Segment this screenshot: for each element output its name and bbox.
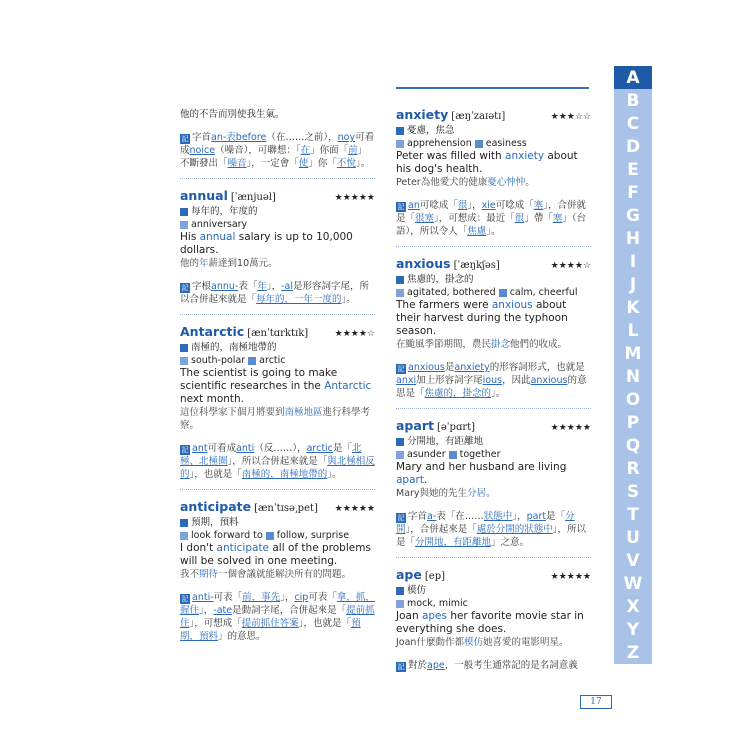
phonetic: [əˈpɑrt]	[436, 422, 476, 433]
synonym-row	[180, 354, 375, 367]
definition: 預期，預料	[191, 517, 239, 528]
synonyms: agitated, bothered	[407, 287, 496, 298]
part-of-speech-icon	[180, 344, 188, 352]
antonyms: together	[459, 449, 501, 460]
phonetic: [æŋˈzaɪətɪ]	[451, 111, 506, 122]
note-icon: 記	[181, 284, 189, 292]
synonyms: look forward to	[191, 530, 263, 541]
note-icon: 記	[397, 203, 405, 211]
entry-anxious	[396, 257, 591, 400]
alphabet-tab-o[interactable]: O	[614, 388, 652, 412]
mnemonic-text: 字首a-表「在……狀態中」，part是「分開」，合併起來是「處於分開的狀態中」，所以是「分開地，有距離地」之意。	[396, 511, 587, 548]
alphabet-tab-m[interactable]: M	[614, 342, 652, 366]
example-translation: 我不期待一個會議就能解決所有的問題。	[180, 569, 352, 580]
alphabet-tab-n[interactable]: N	[614, 365, 652, 389]
example-sentence: Peter was filled with anxiety about his dog's health.	[396, 150, 578, 175]
headword: annual	[180, 188, 228, 203]
definition-row	[396, 124, 591, 137]
top-mnemonic-text: 字首an-表before（在……之前），noy可看成noice（噪音），可聯想：「在」你面「前」不斷發出「噪音」，一定會「使」你「不悅」。	[180, 132, 375, 169]
mnemonic-text: an可唸成「很」，xie可唸成「塞」，合併就是「很塞」，可想成：最近「很」帶「塞」（台語），所以令人「焦慮」。	[396, 200, 587, 237]
mnemonic-note	[180, 280, 375, 306]
synonym-row	[396, 448, 591, 461]
example-sentence: Mary and her husband are living apart.	[396, 461, 567, 486]
mnemonic-note	[396, 659, 591, 672]
definition: 模仿	[407, 585, 427, 596]
part-of-speech-icon	[180, 519, 188, 527]
synonym-row	[180, 218, 375, 231]
part-of-speech-icon	[180, 208, 188, 216]
phonetic: [ænˈtɑrktɪk]	[247, 328, 309, 339]
alphabet-tab-a[interactable]: A	[614, 66, 652, 90]
entry-apart	[396, 419, 591, 549]
frequency-stars: ★★★★☆	[334, 329, 375, 339]
example-translation: 他的年薪達到10萬元。	[180, 258, 278, 269]
entry-head	[396, 419, 591, 435]
synonym-row	[396, 137, 591, 150]
example-sentence: I don't anticipate all of the problems will be solved in one meeting.	[180, 542, 371, 567]
entry-anxiety	[396, 108, 591, 238]
right-column-top-rule	[396, 87, 589, 89]
continued-sentence: 他的不告而別使我生氣。	[180, 109, 285, 120]
entry-head	[396, 257, 591, 273]
frequency-stars: ★★★★☆	[550, 261, 591, 271]
alphabet-tab-e[interactable]: E	[614, 158, 652, 182]
part-of-speech-icon	[396, 276, 404, 284]
entry-separator	[396, 557, 591, 558]
synonym-icon	[180, 221, 188, 229]
alphabet-tab-f[interactable]: F	[614, 181, 652, 205]
alphabet-tab-x[interactable]: X	[614, 595, 652, 619]
mnemonic-text: ant可看成anti（反……），arctic是「北極、北極圈」，所以合併起來就是「與北極相反的」，也就是「南極的，南極地帶的」。	[180, 443, 375, 480]
alphabet-tab-s[interactable]: S	[614, 480, 652, 504]
alphabet-tab-u[interactable]: U	[614, 526, 652, 550]
left-entries	[180, 178, 375, 643]
mnemonic-note	[396, 199, 591, 238]
antonyms: follow, surprise	[276, 530, 350, 541]
entry-separator	[180, 314, 375, 315]
synonym-icon	[396, 140, 404, 148]
headword: ape	[396, 567, 422, 582]
antonym-icon	[475, 140, 483, 148]
alphabet-tab-w[interactable]: W	[614, 572, 652, 596]
alphabet-tab-g[interactable]: G	[614, 204, 652, 228]
entry-antarctic	[180, 325, 375, 481]
right-column	[396, 108, 591, 672]
synonyms: south-polar	[191, 355, 246, 366]
synonym-icon	[396, 600, 404, 608]
alphabet-tab-c[interactable]: C	[614, 112, 652, 136]
definition-row	[396, 273, 591, 286]
entry-separator	[396, 408, 591, 409]
alphabet-tab-i[interactable]: I	[614, 250, 652, 274]
definition-row	[180, 516, 375, 529]
note-icon: 記	[397, 663, 405, 671]
headword: anxious	[396, 256, 451, 271]
example-translation: Joan什麼動作都模仿她喜愛的電影明星。	[396, 637, 569, 648]
alphabet-tab-v[interactable]: V	[614, 549, 652, 573]
example-sentence: The farmers were anxious about their harvest during the typhoon season.	[396, 299, 568, 337]
right-entries	[396, 108, 591, 672]
left-column	[180, 108, 375, 643]
example-sentence: Joan apes her favorite movie star in everything she does.	[396, 610, 584, 635]
synonym-icon	[180, 357, 188, 365]
frequency-stars: ★★★★★	[550, 572, 591, 582]
headword: Antarctic	[180, 324, 245, 339]
example-translation: 這位科學家下個月將要到南極地區進行科學考察。	[180, 407, 371, 431]
antonym-icon	[499, 289, 507, 297]
entry-head	[180, 325, 375, 341]
entry-head	[396, 568, 591, 584]
definition: 分開地，有距離地	[407, 436, 484, 447]
synonym-icon	[180, 532, 188, 540]
note-icon: 記	[397, 514, 405, 522]
frequency-stars: ★★★★★	[550, 423, 591, 433]
mnemonic-text: anxious是anxiety的形容詞形式，也就是anxi加上形容詞字尾ious，因此anxious的意思是「焦慮的，掛念的」。	[396, 362, 587, 399]
frequency-stars: ★★★☆☆	[550, 112, 591, 122]
example-sentence: His annual salary is up to 10,000 dollars.	[180, 231, 353, 256]
definition-row	[396, 584, 591, 597]
mnemonic-note	[396, 361, 591, 400]
entry-head	[396, 108, 591, 124]
mnemonic-text: 對於ape，一般考生通常記的是名詞意義	[408, 660, 578, 671]
synonym-row	[396, 597, 591, 610]
definition-row	[396, 435, 591, 448]
synonym-row	[396, 286, 591, 299]
example-translation: Mary與她的先生分居。	[396, 488, 496, 499]
alphabet-tab-b[interactable]: B	[614, 89, 652, 113]
synonyms: asunder	[407, 449, 446, 460]
entry-anticipate	[180, 500, 375, 643]
example-translation: Peter為他愛犬的健康憂心忡忡。	[396, 177, 535, 188]
antonym-icon	[248, 357, 256, 365]
synonyms: anniversary	[191, 219, 248, 230]
entry-annual	[180, 189, 375, 306]
definition-row	[180, 205, 375, 218]
alphabet-tab-t[interactable]: T	[614, 503, 652, 527]
definition: 憂慮，焦急	[407, 125, 455, 136]
part-of-speech-icon	[396, 438, 404, 446]
phonetic: [ˈæŋkʃəs]	[453, 260, 500, 271]
definition: 焦慮的，掛念的	[407, 274, 474, 285]
entry-head	[180, 500, 375, 516]
example-translation: 在颱風季節期間，農民掛念他們的收成。	[396, 339, 568, 350]
entry-separator	[180, 489, 375, 490]
antonyms: calm, cheerful	[509, 287, 578, 298]
frequency-stars: ★★★★★	[334, 193, 375, 203]
mnemonic-note	[180, 442, 375, 481]
top-mnemonic-note	[180, 131, 375, 170]
alphabet-tab-l[interactable]: L	[614, 319, 652, 343]
synonyms: mock, mimic	[407, 598, 468, 609]
alphabet-tab-j[interactable]: J	[614, 273, 652, 297]
mnemonic-text: 字根annu-表「年」，-al是形容詞字尾，所以合併起來就是「每年的，一年一度的」。	[180, 281, 370, 305]
alphabet-tab-q[interactable]: Q	[614, 434, 652, 458]
page-number: 17	[580, 695, 612, 709]
mnemonic-note	[180, 591, 375, 643]
antonym-icon	[266, 532, 274, 540]
alphabet-tab-d[interactable]: D	[614, 135, 652, 159]
antonyms: easiness	[485, 138, 527, 149]
phonetic: [ænˈtɪsə͵pet]	[254, 503, 318, 514]
mnemonic-note	[396, 510, 591, 549]
antonym-icon	[449, 451, 457, 459]
alphabet-tab-y[interactable]: Y	[614, 618, 652, 642]
entry-separator	[396, 246, 591, 247]
part-of-speech-icon	[396, 587, 404, 595]
phonetic: [ˈænjuəl]	[230, 192, 276, 203]
headword: apart	[396, 418, 434, 433]
note-icon: 記	[397, 365, 405, 373]
alphabet-tab-k[interactable]: K	[614, 296, 652, 320]
headword: anxiety	[396, 107, 449, 122]
phonetic: [ep]	[424, 571, 445, 582]
note-icon: 記	[181, 135, 189, 143]
example-sentence: The scientist is going to make scientific researches in the Antarctic next month.	[180, 367, 372, 405]
synonym-row	[180, 529, 375, 542]
headword: anticipate	[180, 499, 252, 514]
alphabet-tab-r[interactable]: R	[614, 457, 652, 481]
alphabet-tab-z[interactable]: Z	[614, 641, 652, 665]
note-icon: 記	[181, 595, 189, 603]
entry-head	[180, 189, 375, 205]
entry-separator	[180, 178, 375, 179]
synonym-icon	[396, 289, 404, 297]
antonyms: arctic	[259, 355, 286, 366]
synonyms: apprehension	[407, 138, 472, 149]
note-icon: 記	[181, 446, 189, 454]
mnemonic-text: anti-可表「前，事先」，cip可表「拿，抓，握住」，-ate是動詞字尾，合併起來是「提前抓住」，可想成「提前抓住答案」，也就是「預期，預料」的意思。	[180, 592, 375, 642]
alphabet-tab-p[interactable]: P	[614, 411, 652, 435]
part-of-speech-icon	[396, 127, 404, 135]
entry-ape	[396, 568, 591, 672]
definition: 每年的，年度的	[191, 206, 258, 217]
alphabet-tab-h[interactable]: H	[614, 227, 652, 251]
frequency-stars: ★★★★★	[334, 504, 375, 514]
definition-row	[180, 341, 375, 354]
definition: 南極的，南極地帶的	[191, 342, 277, 353]
synonym-icon	[396, 451, 404, 459]
